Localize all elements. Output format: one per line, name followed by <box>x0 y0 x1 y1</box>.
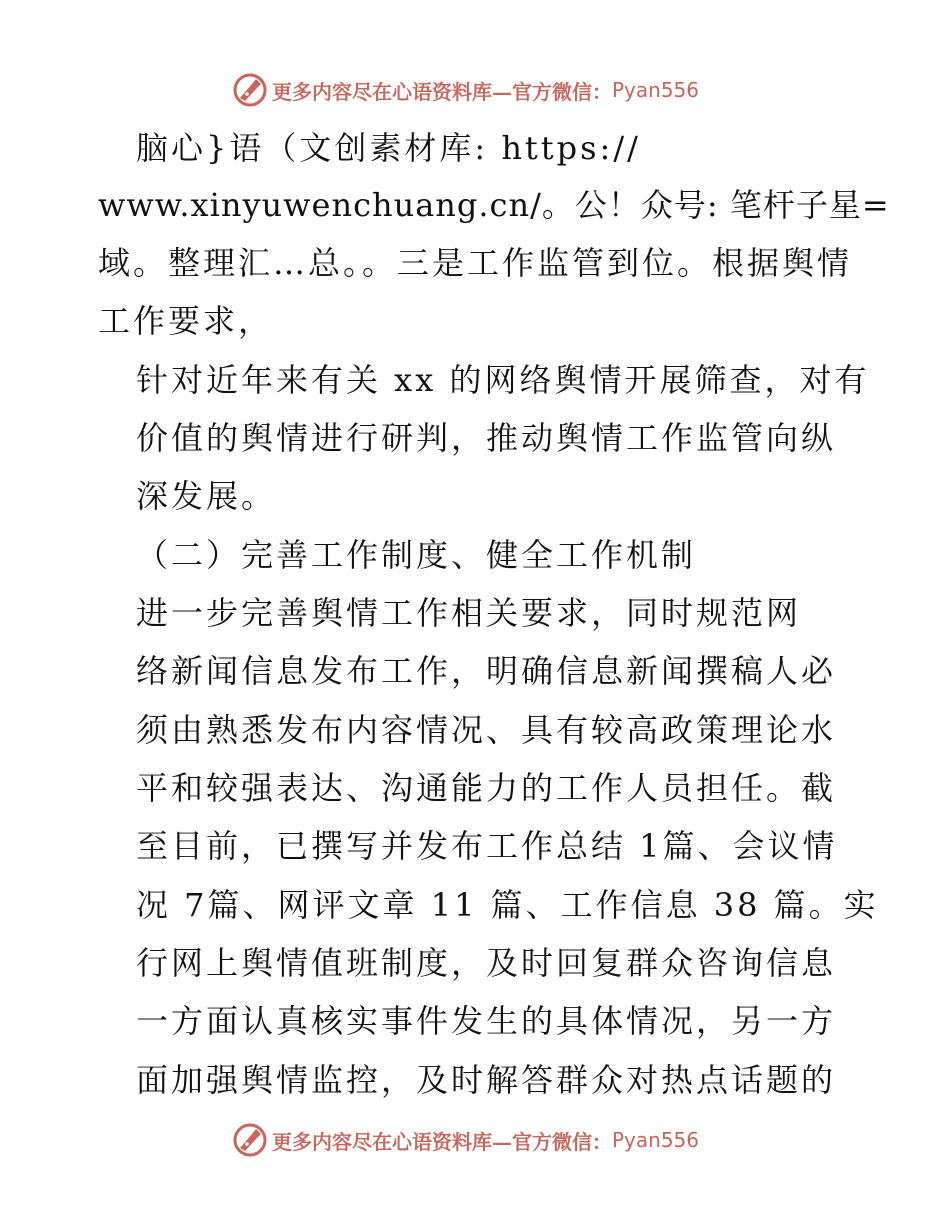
body-line: 深发展。 <box>136 477 277 515</box>
body-line: 脑心}语（文创素材库: https:// <box>136 129 641 167</box>
body-line: 络新闻信息发布工作，明确信息新闻撰稿人必 <box>136 652 837 690</box>
watermark-handle: Pyan556 <box>612 78 700 102</box>
body-line: www.xinyuwenchuang.cn/。公！众号: 笔杆子星= <box>98 186 890 224</box>
body-line: 行网上舆情值班制度，及时回复群众咨询信息 <box>136 944 837 982</box>
body-line: 况 7篇、网评文章 11 篇、工作信息 38 篇。实 <box>136 886 879 924</box>
header-watermark <box>232 70 712 110</box>
watermark-handle: Pyan556 <box>612 1128 700 1152</box>
pen-nib-logo-icon <box>232 72 268 108</box>
body-line: 针对近年来有关 xx 的网络舆情开展筛查，对有 <box>136 361 870 399</box>
body-line: 平和较强表达、沟通能力的工作人员担任。截 <box>136 769 837 807</box>
watermark-text: 更多内容尽在心语资料库—官方微信： <box>272 1129 612 1154</box>
footer-watermark <box>232 1120 712 1160</box>
body-line: 价值的舆情进行研判，推动舆情工作监管向纵 <box>136 419 837 457</box>
section-heading: （二）完善工作制度、健全工作机制 <box>136 536 697 574</box>
watermark-text: 更多内容尽在心语资料库—官方微信： <box>272 79 612 104</box>
body-line: 进一步完善舆情工作相关要求，同时规范网 <box>136 594 802 632</box>
pen-nib-logo-icon <box>232 1122 268 1158</box>
body-line: 须由熟悉发布内容情况、具有较高政策理论水 <box>136 711 837 749</box>
body-line: 域。整理汇…总。。三是工作监管到位。根据舆情 <box>98 244 853 282</box>
body-line: 工作要求， <box>98 302 274 340</box>
body-line: 一方面认真核实事件发生的具体情况，另一方 <box>136 1002 837 1040</box>
body-line: 面加强舆情监控，及时解答群众对热点话题的 <box>136 1061 837 1099</box>
body-line: 至目前，已撰写并发布工作总结 1篇、会议情 <box>136 827 838 865</box>
